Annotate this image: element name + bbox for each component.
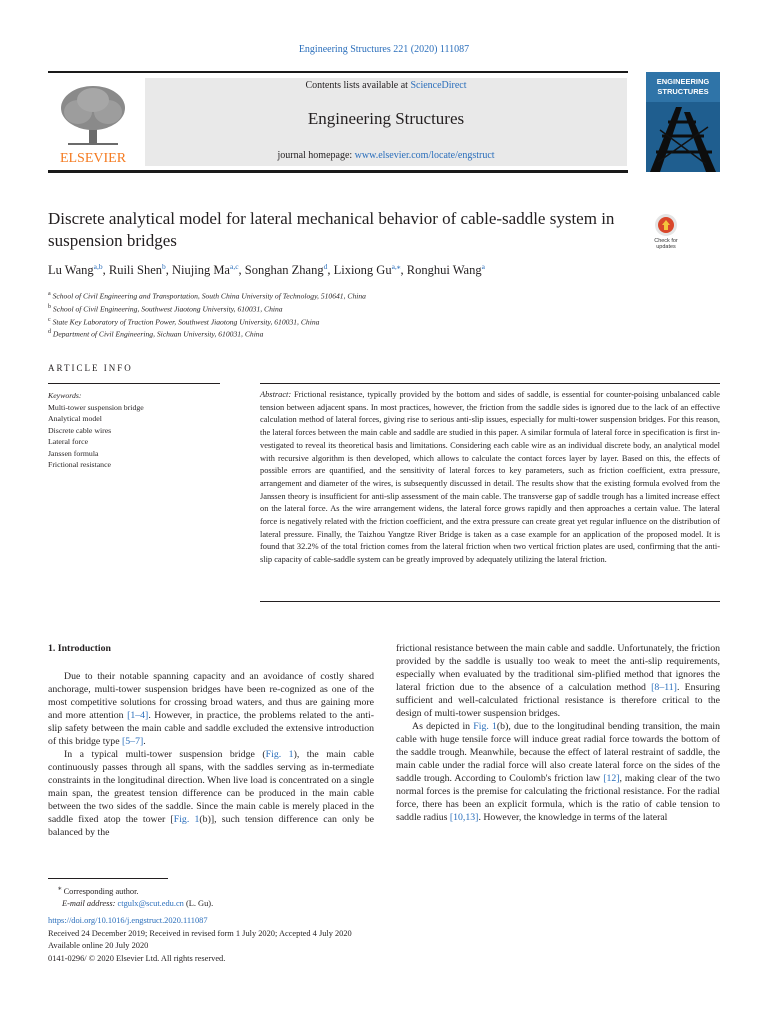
article-info-heading: ARTICLE INFO (48, 363, 133, 373)
available-online-date: Available online 20 July 2020 (48, 941, 149, 950)
article-title: Discrete analytical model for lateral mechanical behavior of cable-saddle system in suspension bridges (48, 209, 615, 250)
svg-text:ENGINEERING: ENGINEERING (656, 77, 710, 86)
keyword-item: Multi-tower suspension bridge (48, 402, 144, 412)
citation-link[interactable]: [12] (603, 773, 620, 784)
corresponding-author-note: ⁎ Corresponding author. (58, 884, 139, 896)
keyword-item: Discrete cable wires (48, 425, 112, 435)
article-info-rule (48, 383, 220, 384)
svg-text:Check for: Check for (654, 238, 678, 244)
keyword-item: Frictional resistance (48, 460, 112, 469)
journal-title: Engineering Structures (307, 109, 465, 128)
footnotes (48, 882, 448, 911)
affiliation-item: $^d$ Department of Civil Engineering, Sichuan University, 610031, China (48, 329, 264, 340)
elsevier-tree-icon (48, 76, 138, 166)
masthead-bottom-rule (48, 170, 628, 173)
body-paragraph: frictional resistance between the main cable and saddle. Unfortunately, the friction provided by the saddle is usually too weak to meet the anti-slip requirements, especially when evaluated by the traditional sim-plified method that ignores the lateral friction due to the absence of a calculation method [8–11]. Ensuring sufficient and well-calculated frictional resistance is therefore critical to the design of multi-tower suspension bridges. (396, 643, 720, 719)
author-affiliation-mark[interactable]: a (481, 262, 485, 271)
doi-link[interactable]: https://doi.org/10.1016/j.engstruct.2020.111087 (48, 916, 208, 925)
author-name[interactable]: Niujing Ma (172, 263, 230, 278)
body-paragraph: As depicted in Fig. 1(b), due to the longitudinal bending transition, the main cable with huge tensile force will induce great radial force towards the bottom of the saddle trough. Meanwhile, because the effect of lateral restraint of saddle, the main cable under the radial force will also create lateral force on the sides of the saddle trough. According to Coulomb's friction law [12], making clear of the two normal forces is the premise for calculating the frictional resistance. For the radial force, there has been an explicit formula, which is the ratio of cable tension to saddle radius [10,13]. However, the knowledge in terms of the lateral (396, 721, 720, 823)
figure-link[interactable]: Fig. 1 (473, 721, 497, 732)
abstract-text: Frictional resistance, typically provided by the bottom and sides of saddle, is essential for counter-poising unbalanced cable tension between adjacent spans. In most practices, however, the friction from the saddle sides is ignored due to the lack of an effective calculation method of lateral forces, giving rise to serious anti-slip issues, especially for multi-tower suspension bridges. For this reason, the lateral forces between the main cable and saddle are studied in this paper. A similar formula of lateral force in specification is first in-vestigated to reveal its theoretical basis and limitations. Considering each cable wire as an individual discrete body, an analytical model with recursive algorithm is then developed, which allows to calculate the contact forces layer by layer. Based on this, the effects of possible errors are quantified, and the sensitivity of lateral forces to key parameters, such as friction coefficient, extra pressure, arrangement and diameter of the wires, is subsequently discussed in detail. The results show that the existing formula evolved from the Janssen theory is insufficient for anti-slip assessment of the main cable. The transverse gap of saddle trough has a limited increase effect on the lateral force. As the wire arrangement widens, the lateral force grows rapidly and then approaches a certain value. The lateral force is negatively related with the friction coefficient, and the extra pressure can create great yet regular influence on the distribution of lateral pressure. Finally, the Taizhou Yangtze River Bridge is taken as a case example for an application of the proposed model. It is found that 32.2% of the total friction comes from the lateral friction when two vertical friction plates are used, confirming that the anti-slip capacity of cable-saddle system can be greatly improved by adequately utilizing the lateral friction. (260, 390, 721, 565)
figure-link[interactable]: Fig. 1 (265, 749, 294, 760)
abstract (260, 389, 720, 567)
journal-reference[interactable]: Engineering Structures 221 (2020) 111087 (298, 44, 470, 55)
body-column-right (396, 642, 720, 824)
author-affiliation-mark[interactable]: a,c (229, 262, 239, 271)
author-affiliation-mark[interactable]: a,⁎ (391, 262, 401, 271)
masthead-top-rule (48, 71, 628, 73)
svg-text:updates: updates (656, 244, 676, 250)
affiliation-item: $^c$ State Key Laboratory of Traction Power, Southwest Jiaotong University, 610031, China (48, 316, 320, 327)
author-affiliation-mark[interactable]: a,b (93, 262, 103, 271)
body-paragraph: In a typical multi-tower suspension bridge (Fig. 1), the main cable continuously passes through all spans, with the saddles serving as in-termediate constraints in the longitudinal direction. When live load is concentrated on a single main span, the greatest tension difference can be produced in the main cable between the two sides of the saddle. Since the main cable is merely placed in the saddle fixed atop the tower [Fig. 1(b)], such tension difference can only be balanced by the (48, 749, 374, 838)
citation-link[interactable]: [10,13] (449, 812, 479, 823)
check-for-updates-button[interactable] (647, 212, 685, 250)
svg-text:ELSEVIER: ELSEVIER (59, 151, 127, 166)
affiliation-item: $^a$ School of Civil Engineering and Transportation, South China University of Technology, 510641, China (48, 291, 366, 301)
abstract-top-rule (260, 383, 720, 384)
author-name[interactable]: Ronghui Wang (406, 263, 482, 278)
contents-available-line: Contents lists available at ScienceDirect (305, 80, 467, 91)
abstract-bottom-rule (260, 601, 720, 602)
citation-link[interactable]: [5–7] (122, 736, 144, 747)
journal-cover-thumbnail[interactable] (646, 72, 720, 172)
citation-link[interactable]: [1–4] (127, 710, 149, 721)
affiliation-list (48, 289, 708, 340)
author-affiliation-mark[interactable]: d (323, 262, 328, 271)
sciencedirect-link[interactable]: ScienceDirect (410, 80, 467, 91)
check-updates-icon (647, 212, 685, 250)
citation-link[interactable]: [8–11] (651, 682, 677, 693)
received-dates: Received 24 December 2019; Received in revised form 1 July 2020; Accepted 4 July 2020 (48, 928, 352, 938)
keywords-section (48, 390, 228, 471)
keyword-item: Analytical model (48, 414, 102, 423)
author-name[interactable]: Ruili Shen (108, 263, 162, 278)
keyword-item: Janssen formula (48, 448, 99, 458)
journal-cover-image (646, 72, 720, 172)
footnote-rule (48, 878, 168, 879)
body-paragraph: Due to their notable spanning capacity and an avoidance of costly shared anchorage, multi-tower suspension bridges have been re-cognized as one of the most competitive solutions for crossing broad waters, and thus are gaining more and more attention [1–4]. However, in practice, the problems related to the anti-slip safety between the main cable and saddle excluded the extensive introduction of this bridge type [5–7]. (48, 671, 374, 747)
author-affiliation-mark[interactable]: b (162, 262, 166, 271)
affiliation-item: $^b$ School of Civil Engineering, Southwest Jiaotong University, 610031, China (48, 303, 283, 314)
journal-homepage-line: journal homepage: www.elsevier.com/locate/engstruct (277, 150, 495, 161)
abstract-label: Abstract: (260, 390, 292, 399)
author-email-link[interactable]: ctgulx@scut.edu.cn (117, 899, 184, 909)
elsevier-logo[interactable] (48, 76, 138, 166)
author-name[interactable]: Songhan Zhang (244, 263, 324, 278)
publication-info (48, 915, 548, 965)
keyword-item: Lateral force (48, 437, 89, 446)
figure-link[interactable]: Fig. 1 (173, 814, 200, 825)
journal-homepage-link[interactable]: www.elsevier.com/locate/engstruct (354, 150, 495, 161)
body-column-left (48, 642, 374, 839)
author-list: Lu Wang$^{a,b}$, Ruili Shen$^b$, Niujing Ma$^{a,c}$, Songhan Zhang$^d$, Lixiong $Gu^{a,⁎}$, Ronghui Wang$^a$ (48, 262, 485, 278)
email-note: E-mail address: ctgulx@scut.edu.cn (L. Gu). (62, 899, 214, 909)
keywords-label: Keywords: (48, 391, 82, 400)
copyright-line: 0141-0296/ © 2020 Elsevier Ltd. All rights reserved. (48, 953, 226, 963)
section-heading: 1. Introduction (48, 643, 111, 654)
author-name[interactable]: Lixiong Gu (333, 263, 392, 278)
svg-text:STRUCTURES: STRUCTURES (657, 87, 709, 96)
author-name[interactable]: Lu Wang (48, 263, 94, 278)
